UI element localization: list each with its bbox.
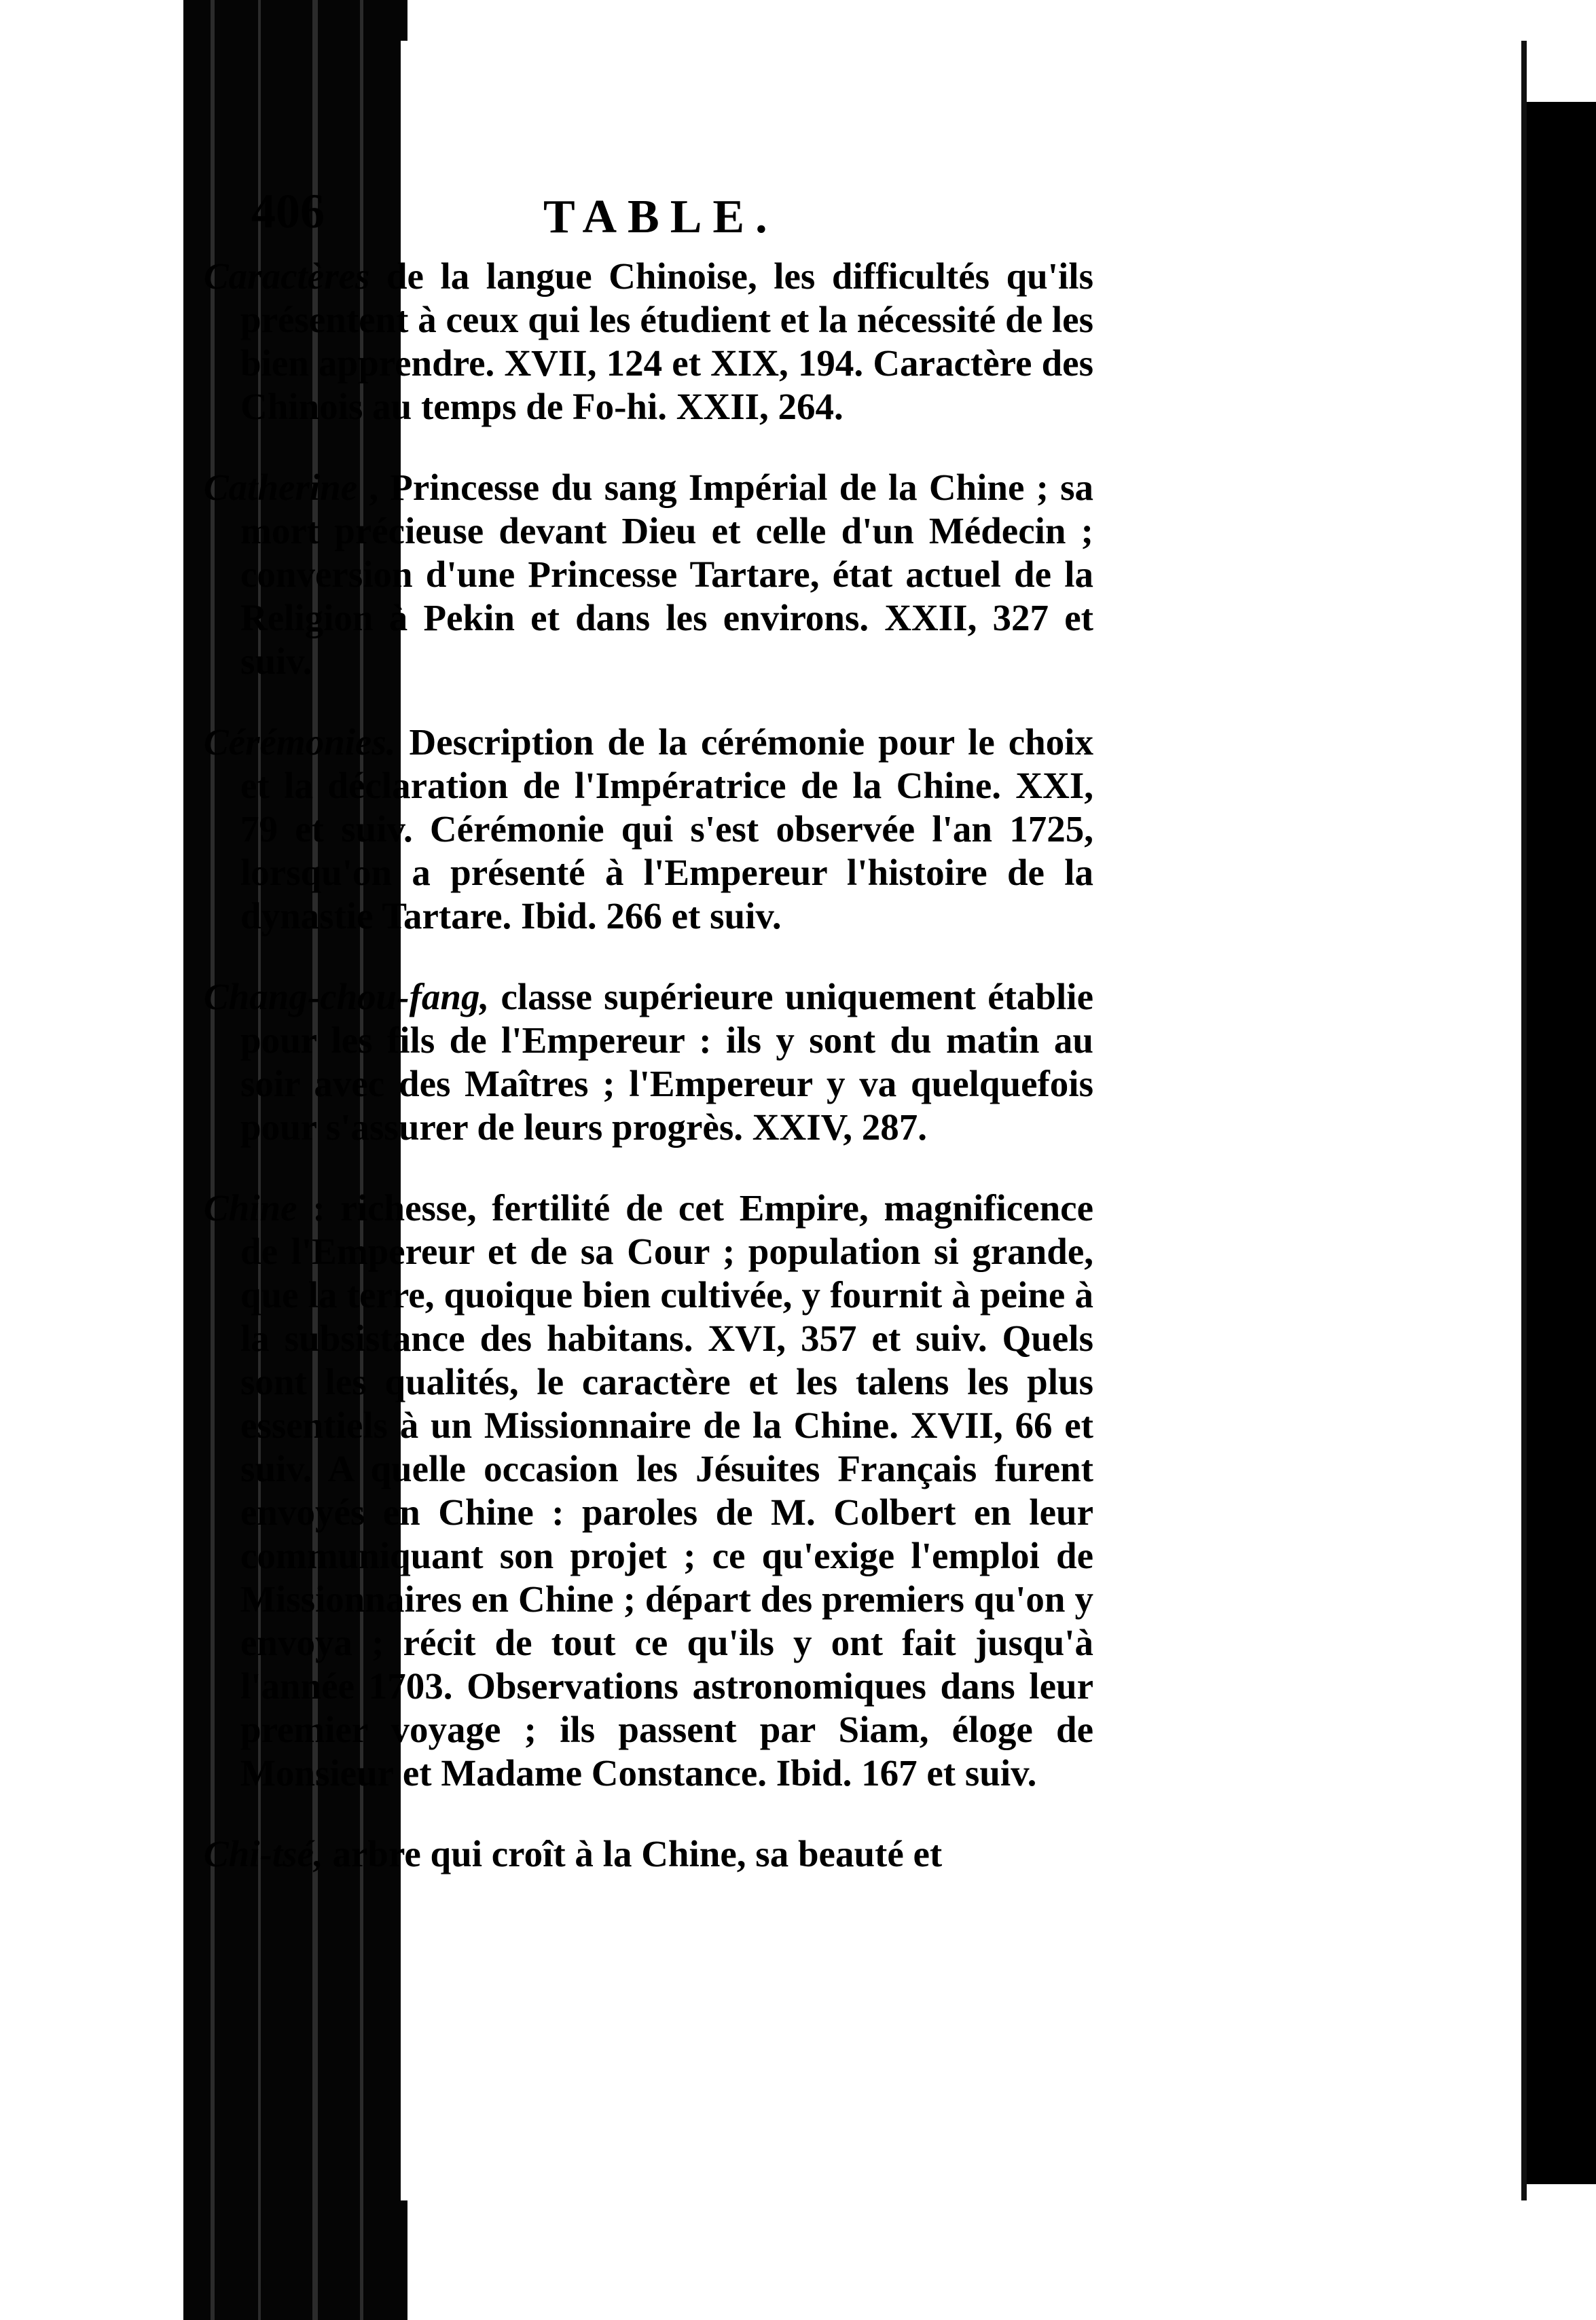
index-entry <box>204 255 1093 429</box>
entry-text: , Princesse du sang Impérial de la Chine ; sa mort précieuse devant Dieu et celle d'un Médecin ; conversion d'une Princesse Tartare, état actuel de la Religion à Pekin et dans les environs. XXII, 327 et suiv. <box>240 467 1093 682</box>
index-entry <box>204 466 1093 683</box>
index-entry <box>204 721 1093 938</box>
entry-text: de la langue Chinoise, les difficultés qu'ils présentent à ceux qui les étudient et la nécessité de les bien apprendre. XVII, 124 et XIX, 194. Caractère des Chinois au temps de Fo-hi. XXII, 264. <box>240 255 1093 427</box>
index-entry <box>204 1186 1093 1795</box>
index-entries <box>204 255 1093 1876</box>
entry-text: arbre qui croît à la Chine, sa beauté et <box>323 1833 943 1874</box>
entry-term: Chi-tsé, <box>204 1833 323 1874</box>
running-title: TABLE. <box>543 191 778 243</box>
entry-term: Chang-chou-fang, <box>204 976 490 1017</box>
page-header <box>251 183 930 265</box>
entry-term: Chine <box>204 1187 297 1229</box>
entry-term: Cérémonies. <box>204 721 396 763</box>
index-entry <box>204 1832 1093 1876</box>
adjacent-page-edge <box>1521 102 1596 2184</box>
page-number: 406 <box>251 184 325 238</box>
entry-text: classe supérieure uniquement établie pour les fils de l'Empereur : ils y sont du matin au soir avec des Maîtres ; l'Empereur y va quelquefois pour s'assurer de leurs progrès. XXIV, 287. <box>240 976 1093 1148</box>
entry-text: Description de la cérémonie pour le choix et la déclaration de l'Impératrice de la Chine. XXI, 79 et suiv. Cérémonie qui s'est observée l'an 1725, lorsqu'on a présenté à l'Empereur l'histoire de la dynastie Tartare. Ibid. 266 et suiv. <box>240 721 1093 937</box>
index-entry <box>204 975 1093 1149</box>
entry-term: Caractères <box>204 255 370 297</box>
entry-term: Catherine <box>204 467 358 508</box>
entry-text: : richesse, fertilité de cet Empire, magnificence de l'Empereur et de sa Cour ; population si grande, que la terre, quoique bien cultivée, y fournit à peine à la subsistance des habitans. XVI, 357 et suiv. Quels sont les qualités, le caractère et les talens les plus essentiels à un Missionnaire de la Chine. XVII, 66 et suiv. A quelle occasion les Jésuites Français furent envoyés en Chine : paroles de M. Colbert en leur communiquant son projet ; ce qu'exige l'emploi de Missionnaires en Chine ; départ des premiers qu'on y envoya ; récit de tout ce qu'ils y ont fait jusqu'à l'année 1703. Observations astronomiques dans leur premier voyage ; ils passent par Siam, éloge de Monsieur et Madame Constance. Ibid. 167 et suiv. <box>240 1187 1093 1794</box>
